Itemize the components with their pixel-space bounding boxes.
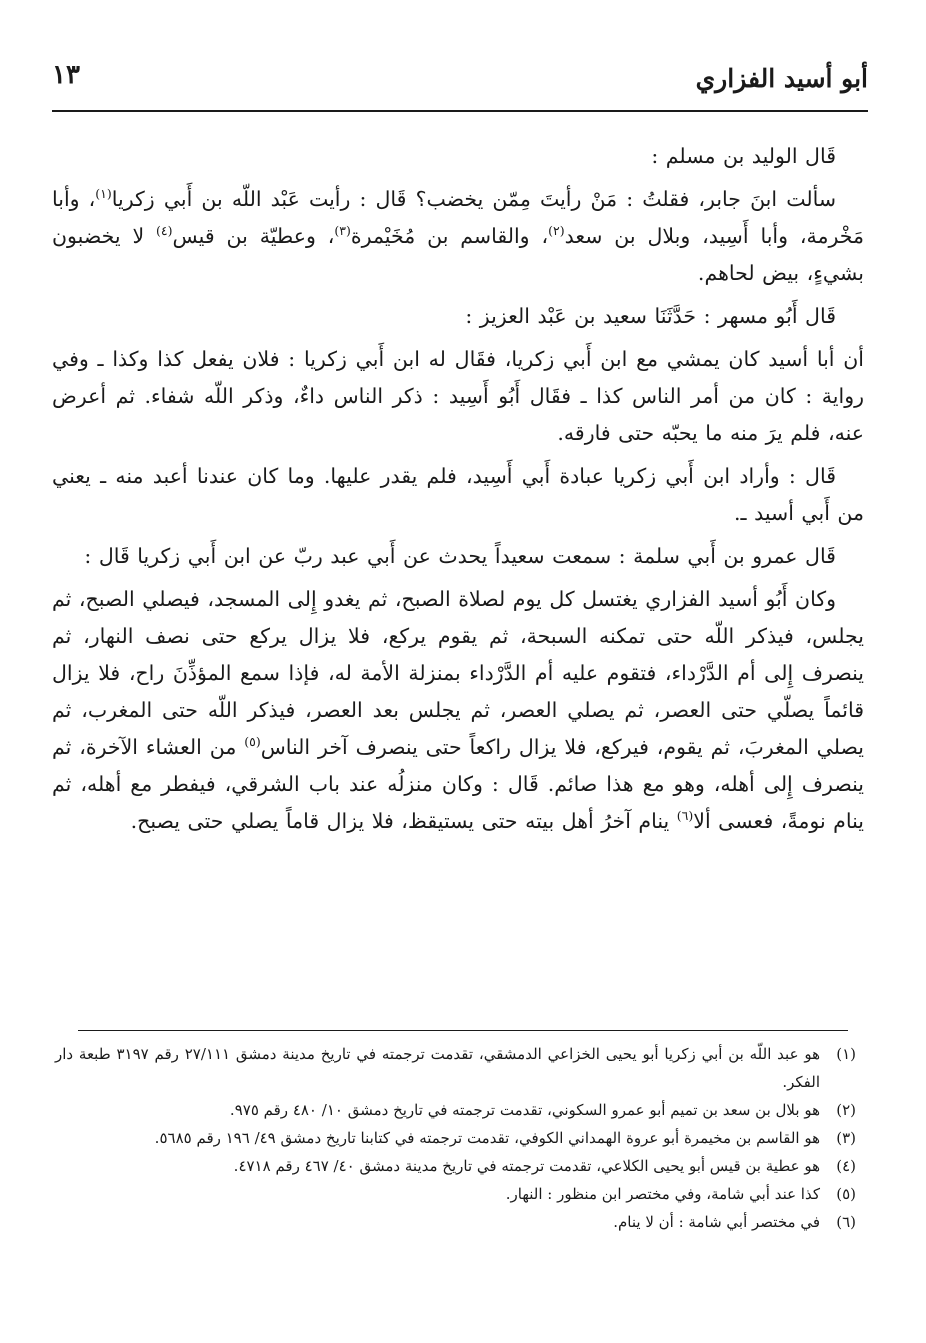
running-title: أبو أسيد الفزاري [695,64,868,93]
footnote [55,1040,856,1096]
paragraph-text: قَال : وأراد ابن أَبي زكريا عبادة أَبي أَسِيد، فلم يقدر عليها. وما كان عندنا أعبد منه ـ يعني من أَبي أسيد ـ. [52,464,864,525]
paragraph [52,458,864,532]
footnote-number: (١) [836,1045,856,1063]
paragraph-text: قَال أَبُو مسهر : حَدَّثَنَا سعيد بن عَبْد العزيز : [465,304,836,328]
footnote [55,1180,856,1208]
footnote-number: (٢) [836,1101,856,1119]
main-text [52,138,864,846]
footnote [55,1208,856,1236]
footnote [55,1152,856,1180]
footnote [55,1096,856,1124]
footnote-marker: (٢) [548,223,565,239]
paragraph-text: ، وعطيّة بن قيس [172,224,335,248]
footnote-marker: (٥) [244,734,261,750]
footnote-text: هو عبد اللّه بن أبي زكريا أبو يحيى الخزاعي الدمشقي، تقدمت ترجمته في تاريخ مدينة دمشق ٢٧/١١١ رقم ٣١٩٧ طبعة دار الفكر. [55,1045,821,1091]
footnote-number: (٣) [836,1129,856,1147]
paragraph [52,138,864,175]
paragraph-text: ينام آخرُ أهل بيته حتى يستيقظ، فلا يزال قاماً يصلي حتى يصبح. [130,809,677,833]
footnote-number: (٤) [836,1157,856,1175]
paragraph-text: سألت ابنَ جابر، فقلتُ : مَنْ رأيتَ مِمّن يخضب؟ قَال : رأيت عَبْد اللّه بن أَبي زكريا [111,187,836,211]
paragraph-text: أن أبا أسيد كان يمشي مع ابن أَبي زكريا، فقَال له ابن أَبي زكريا : فلان يفعل كذا وكذا ـ وفي رواية : كان من أمر الناس كذا ـ فقَال أَبُو أَسِيد : ذكر الناس داءٌ، وذكر اللّه شفاء. ثم أعرض عنه، فلم يرَ منه ما يحبّه حتى فارقه. [52,347,864,445]
footnote-marker: (٤) [156,223,173,239]
footnote-text: كذا عند أبي شامة، وفي مختصر ابن منظور : النهار. [505,1185,820,1203]
footnote-marker: (٣) [334,223,351,239]
footnote [55,1124,856,1152]
footnote-text: هو بلال بن سعد بن تميم أبو عمرو السكوني، تقدمت ترجمته في تاريخ دمشق ١٠/ ٤٨٠ رقم ٩٧٥. [229,1101,820,1119]
page-header [52,58,868,108]
footnote-text: هو عطية بن قيس أبو يحيى الكلاعي، تقدمت ترجمته في تاريخ مدينة دمشق ٤٠/ ٤٦٧ رقم ٤٧١٨. [233,1157,820,1175]
paragraph-text: ، وأبا مَخْرمة، وأبا أَسِيد، وبلال بن سعد [52,187,864,248]
footnote-text: هو القاسم بن مخيمرة أبو عروة الهمداني الكوفي، تقدمت ترجمته في كتابنا تاريخ دمشق ٤٩/ ١٩٦ رقم ٥٦٨٥. [154,1129,820,1147]
header-rule [52,110,868,112]
paragraph-text: قَال عمرو بن أَبي سلمة : سمعت سعيداً يحدث عن أَبي عبد ربّ عن ابن أَبي زكريا قَال : [84,544,836,568]
paragraph-text: من العشاء الآخرة، ثم ينصرف إِلى أهله، وهو مع هذا صائم. قَال : وكان منزلُه عند باب الشرقي، فيفطر مع أهله، ثم ينام نومةً، فعسى ألا [52,735,864,833]
footnote-number: (٥) [836,1185,856,1203]
paragraph [52,538,864,575]
page-number: ١٣ [52,60,80,90]
paragraph [52,341,864,452]
paragraph [52,181,864,292]
footnote-text: في مختصر أبي شامة : أن لا ينام. [613,1213,820,1231]
paragraph-text: قَال الوليد بن مسلم : [651,144,836,168]
paragraph [52,581,864,840]
footnote-number: (٦) [836,1213,856,1231]
paragraph-text: ، والقاسم بن مُخَيْمرة [350,224,549,248]
footnotes [55,1040,856,1236]
footnote-marker: (٦) [676,808,694,824]
footnote-rule [78,1030,848,1031]
footnote-marker: (١) [95,186,112,202]
paragraph [52,298,864,335]
paragraph-text: وكان أَبُو أسيد الفزاري يغتسل كل يوم لصلاة الصبح، ثم يغدو إِلى المسجد، فيصلي الصبح، ثم يجلس، فيذكر اللّه حتى تمكنه السبحة، ثم يقوم يركع، فلا يزال يركع حتى نصف النهار، ثم ينصرف إِلى أم الدَّرْداء، فتقوم عليه أم الدَّرْداء بمنزلة الأمة له، فإذا سمع المؤذِّنَ راح، فلا يزال قائماً يصلّي حتى العصر، ثم يصلي العصر، ثم يجلس بعد العصر، فيذكر اللّه حتى المغرب، ثم يصلي المغربَ، ثم يقوم، فيركع، فلا يزال راكعاً حتى ينصرف آخر الناس [52,587,865,759]
paragraph-text: لا يخضبون بشيءٍ، بيض لحاهم. [52,224,864,285]
